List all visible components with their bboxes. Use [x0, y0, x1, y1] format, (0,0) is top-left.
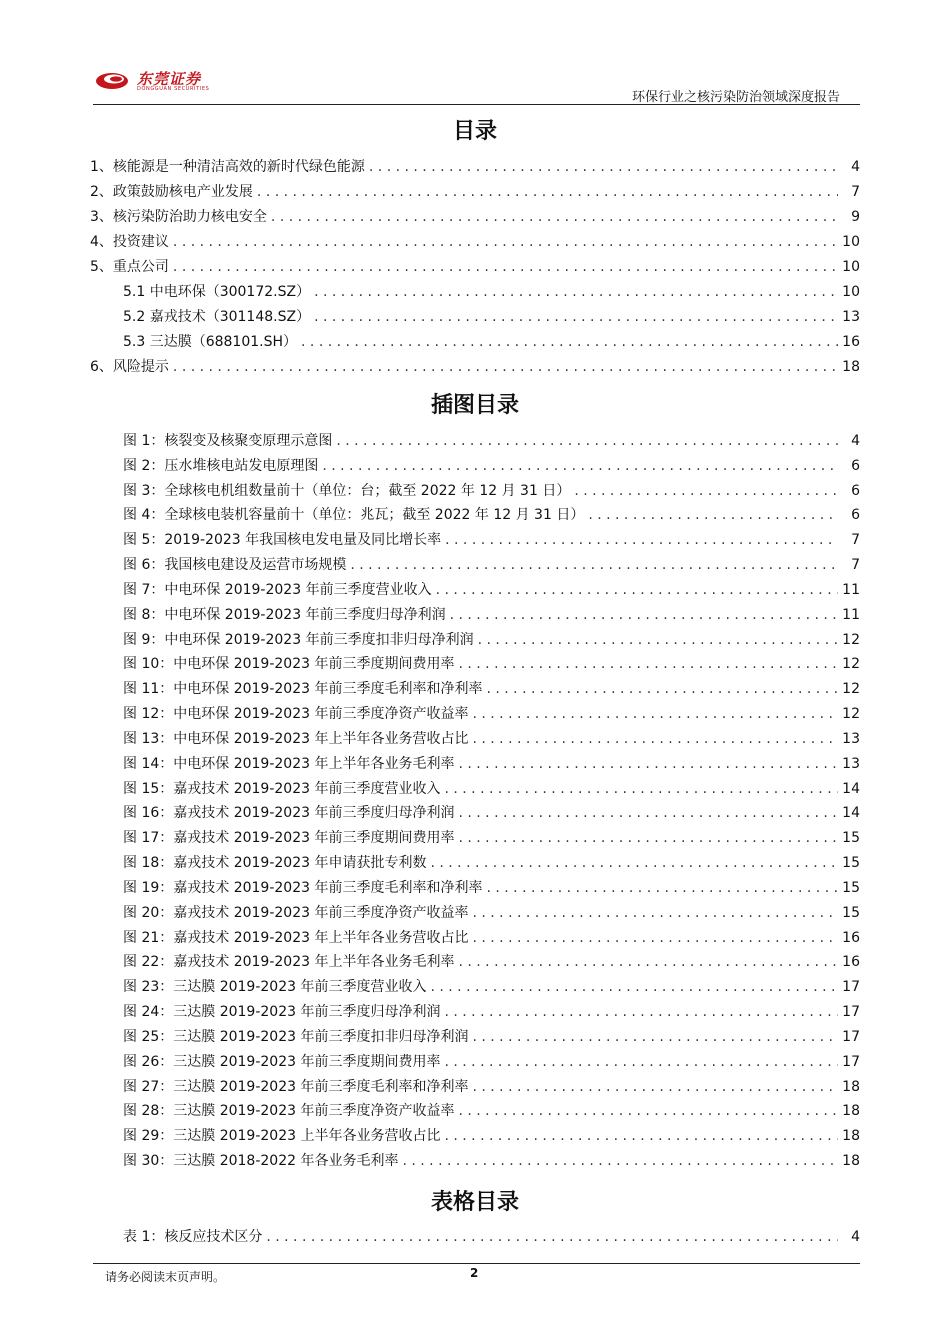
toc-leader-dots [458, 656, 838, 672]
toc-leader-dots [486, 681, 838, 697]
toc-entry[interactable] [123, 951, 860, 975]
toc-entry-page: 12 [842, 656, 860, 673]
toc-leader-dots [430, 979, 838, 995]
toc-entry[interactable] [123, 927, 860, 951]
toc-entry[interactable] [123, 678, 860, 702]
toc-entry-label: 图 13：中电环保 2019-2023 年上半年各业务营收占比 [123, 730, 469, 747]
toc-entry-page: 6 [851, 507, 860, 524]
toc-entry-label: 图 9：中电环保 2019-2023 年前三季度扣非归母净利润 [123, 631, 474, 648]
figures-title: 插图目录 [430, 393, 519, 418]
logo-text-cn: 东莞证券 [137, 70, 202, 88]
toc-entry-page: 16 [842, 929, 860, 946]
toc-leader-dots [314, 309, 838, 325]
toc-leader-dots [588, 507, 838, 523]
toc-entry-page: 11 [842, 581, 860, 598]
header-divider [93, 104, 860, 105]
toc-entry-label: 图 5：2019-2023 年我国核电发电量及同比增长率 [123, 532, 442, 549]
toc-leader-dots [271, 209, 838, 225]
toc-entry-page: 18 [842, 1103, 860, 1120]
toc-entry-label: 图 25：三达膜 2019-2023 年前三季度扣非归母净利润 [123, 1028, 469, 1045]
toc-entry-label: 6、风险提示 [90, 359, 169, 375]
toc-entry-label: 图 17：嘉戎技术 2019-2023 年前三季度期间费用率 [123, 830, 455, 847]
tables-title: 表格目录 [430, 1190, 519, 1215]
toc-leader-dots [436, 582, 838, 598]
toc-entry-label: 图 22：嘉戎技术 2019-2023 年上半年各业务毛利率 [123, 954, 455, 971]
toc-entry-page: 17 [842, 1028, 860, 1045]
toc-entry-page: 16 [842, 334, 860, 350]
toc-entry-label: 5.2 嘉戎技术（301148.SZ） [123, 309, 311, 325]
toc-entry-page: 15 [842, 855, 860, 872]
page-number: 2 [470, 1266, 479, 1280]
toc-entry[interactable] [90, 231, 860, 255]
toc-leader-dots [173, 234, 838, 250]
toc-entry[interactable] [123, 579, 860, 603]
toc-entry-page: 12 [842, 631, 860, 648]
toc-leader-dots [301, 334, 838, 350]
toc-entry-page: 12 [842, 706, 860, 723]
toc-entry[interactable] [90, 156, 860, 180]
toc-entry-label: 图 30：三达膜 2018-2022 年各业务毛利率 [123, 1153, 399, 1170]
toc-leader-dots [444, 781, 838, 797]
toc-leader-dots [458, 954, 838, 970]
toc-entry[interactable] [123, 703, 860, 727]
toc-entry-page: 13 [842, 309, 860, 325]
toc-entry-page: 10 [842, 259, 860, 275]
toc-entry-label: 5.1 中电环保（300172.SZ） [123, 284, 311, 300]
toc-entry-page: 7 [851, 184, 860, 200]
toc-entry-label: 3、核污染防治助力核电安全 [90, 209, 267, 225]
toc-entry-label: 图 14：中电环保 2019-2023 年上半年各业务毛利率 [123, 755, 455, 772]
toc-entry[interactable] [123, 1001, 860, 1025]
toc-entry-page: 13 [842, 755, 860, 772]
footer-disclaimer: 请务必阅读末页声明。 [105, 1270, 226, 1284]
toc-entry-label: 4、投资建议 [90, 234, 169, 250]
toc-entry-page: 14 [842, 805, 860, 822]
toc-entry-page: 7 [851, 557, 860, 574]
toc-entry[interactable] [123, 306, 860, 330]
toc-entry-page: 18 [842, 1078, 860, 1095]
toc-entry[interactable] [123, 430, 860, 454]
toc-entry[interactable] [123, 504, 860, 528]
toc-leader-dots [472, 905, 838, 921]
toc-entry-page: 6 [851, 457, 860, 474]
toc-entry-label: 图 2：压水堆核电站发电原理图 [123, 457, 319, 474]
toc-entry[interactable] [123, 1026, 860, 1050]
toc-leader-dots [350, 557, 838, 573]
toc-entry-page: 9 [851, 209, 860, 225]
toc-entry-label: 图 1：核裂变及核聚变原理示意图 [123, 433, 333, 449]
toc-entry[interactable] [90, 356, 860, 380]
toc-entry[interactable] [123, 1226, 860, 1250]
toc-entry[interactable] [123, 1051, 860, 1075]
toc-leader-dots [458, 830, 838, 846]
toc-entry-page: 4 [851, 159, 860, 175]
toc-entry-label: 图 6：我国核电建设及运营市场规模 [123, 557, 347, 574]
toc-leader-dots [486, 880, 838, 896]
toc-entry-page: 10 [842, 234, 860, 250]
toc-entry[interactable] [123, 778, 860, 802]
logo-mark-icon [95, 70, 129, 90]
toc-entry[interactable] [90, 181, 860, 205]
toc-entry-page: 16 [842, 954, 860, 971]
toc-entry-label: 图 23：三达膜 2019-2023 年前三季度营业收入 [123, 979, 427, 996]
report-title: 环保行业之核污染防治领域深度报告 [631, 90, 840, 105]
toc-entry-page: 10 [842, 284, 860, 300]
toc-leader-dots [444, 1004, 838, 1020]
toc-entry[interactable] [123, 480, 860, 504]
toc-entry-label: 图 20：嘉戎技术 2019-2023 年前三季度净资产收益率 [123, 904, 469, 921]
toc-entry[interactable] [123, 455, 860, 479]
toc-entry[interactable] [123, 852, 860, 876]
toc-entry-page: 14 [842, 780, 860, 797]
toc-leader-dots [369, 159, 838, 175]
toc-entry-page: 15 [842, 879, 860, 896]
toc-entry-label: 5、重点公司 [90, 259, 169, 275]
toc-entry-label: 2、政策鼓励核电产业发展 [90, 184, 253, 200]
toc-entry-page: 11 [842, 606, 860, 623]
toc-entry-label: 图 15：嘉戎技术 2019-2023 年前三季度营业收入 [123, 780, 441, 797]
toc-entry[interactable] [123, 1150, 860, 1174]
toc-entry[interactable] [90, 256, 860, 280]
toc-leader-dots [472, 930, 838, 946]
toc-entry[interactable] [123, 554, 860, 578]
toc-leader-dots [458, 756, 838, 772]
toc-entry-page: 6 [851, 482, 860, 499]
toc-entry[interactable] [123, 1100, 860, 1124]
toc-leader-dots [336, 433, 838, 449]
toc-entry-label: 图 7：中电环保 2019-2023 年前三季度营业收入 [123, 581, 432, 598]
toc-entry-label: 图 10：中电环保 2019-2023 年前三季度期间费用率 [123, 656, 455, 673]
toc-entry-label: 图 27：三达膜 2019-2023 年前三季度毛利率和净利率 [123, 1078, 469, 1095]
toc-leader-dots [472, 731, 838, 747]
toc-entry[interactable] [123, 802, 860, 826]
toc-leader-dots [450, 607, 838, 623]
toc-entry-label: 图 29：三达膜 2019-2023 上半年各业务营收占比 [123, 1128, 441, 1145]
toc-entry[interactable] [123, 629, 860, 653]
toc-entry-page: 12 [842, 681, 860, 698]
toc-entry[interactable] [123, 331, 860, 355]
toc-entry-label: 图 3：全球核电机组数量前十（单位：台；截至 2022 年 12 月 31 日） [123, 482, 571, 499]
toc-entry-page: 13 [842, 730, 860, 747]
toc-leader-dots [314, 284, 838, 300]
toc-entry[interactable] [123, 529, 860, 553]
toc-leader-dots [402, 1153, 838, 1169]
toc-entry[interactable] [123, 1125, 860, 1149]
toc-entry-label: 图 11：中电环保 2019-2023 年前三季度毛利率和净利率 [123, 681, 483, 698]
toc-entry-page: 18 [842, 1153, 860, 1170]
toc-leader-dots [173, 259, 838, 275]
toc-entry-label: 图 18：嘉戎技术 2019-2023 年申请获批专利数 [123, 855, 427, 872]
toc-leader-dots [458, 1103, 838, 1119]
toc-entry-page: 17 [842, 979, 860, 996]
toc-entry[interactable] [90, 206, 860, 230]
toc-entry-label: 图 16：嘉戎技术 2019-2023 年前三季度归母净利润 [123, 805, 455, 822]
toc-leader-dots [472, 1079, 838, 1095]
footer-divider [93, 1263, 860, 1264]
toc-entry[interactable] [123, 827, 860, 851]
toc-entry-label: 图 8：中电环保 2019-2023 年前三季度归母净利润 [123, 606, 446, 623]
toc-entry-label: 表 1：核反应技术区分 [123, 1229, 263, 1245]
toc-entry-page: 4 [851, 433, 860, 449]
toc-leader-dots [444, 1054, 838, 1070]
toc-entry[interactable] [123, 1076, 860, 1100]
toc-leader-dots [445, 532, 838, 548]
toc-entry-label: 图 21：嘉戎技术 2019-2023 年上半年各业务营收占比 [123, 929, 469, 946]
toc-entry-label: 1、核能源是一种清洁高效的新时代绿色能源 [90, 159, 365, 175]
toc-leader-dots [458, 805, 838, 821]
company-logo [93, 66, 253, 96]
toc-entry[interactable] [123, 753, 860, 777]
toc-leader-dots [478, 632, 838, 648]
page-header [93, 66, 860, 106]
toc-entry-label: 图 12：中电环保 2019-2023 年前三季度净资产收益率 [123, 706, 469, 723]
toc-entry-page: 15 [842, 904, 860, 921]
toc-entry-label: 5.3 三达膜（688101.SH） [123, 334, 298, 350]
toc-leader-dots [472, 1029, 838, 1045]
toc-entry-label: 图 4：全球核电装机容量前十（单位：兆瓦；截至 2022 年 12 月 31 日） [123, 507, 585, 524]
toc-entry-label: 图 24：三达膜 2019-2023 年前三季度归母净利润 [123, 1004, 441, 1021]
toc-entry[interactable] [123, 902, 860, 926]
toc-entry[interactable] [123, 728, 860, 752]
toc-entry-page: 7 [851, 532, 860, 549]
toc-entry[interactable] [123, 877, 860, 901]
toc-leader-dots [444, 1128, 838, 1144]
toc-entry-page: 18 [842, 1128, 860, 1145]
toc-leader-dots [472, 706, 838, 722]
toc-leader-dots [257, 184, 838, 200]
toc-entry-page: 17 [842, 1053, 860, 1070]
toc-entry-page: 17 [842, 1004, 860, 1021]
toc-entry[interactable] [123, 976, 860, 1000]
toc-leader-dots [173, 359, 838, 375]
toc-entry-page: 18 [842, 359, 860, 375]
toc-entry[interactable] [123, 604, 860, 628]
toc-leader-dots [574, 483, 838, 499]
toc-title: 目录 [452, 119, 497, 144]
toc-entry-page: 15 [842, 830, 860, 847]
toc-entry-page: 4 [851, 1229, 860, 1245]
toc-entry[interactable] [123, 281, 860, 305]
toc-leader-dots [430, 855, 838, 871]
toc-entry[interactable] [123, 653, 860, 677]
logo-text-en: DONGGUAN SECURITIES [137, 86, 210, 92]
toc-leader-dots [322, 458, 838, 474]
toc-entry-label: 图 26：三达膜 2019-2023 年前三季度期间费用率 [123, 1053, 441, 1070]
toc-entry-label: 图 19：嘉戎技术 2019-2023 年前三季度毛利率和净利率 [123, 879, 483, 896]
toc-entry-label: 图 28：三达膜 2019-2023 年前三季度净资产收益率 [123, 1103, 455, 1120]
toc-leader-dots [266, 1229, 838, 1245]
